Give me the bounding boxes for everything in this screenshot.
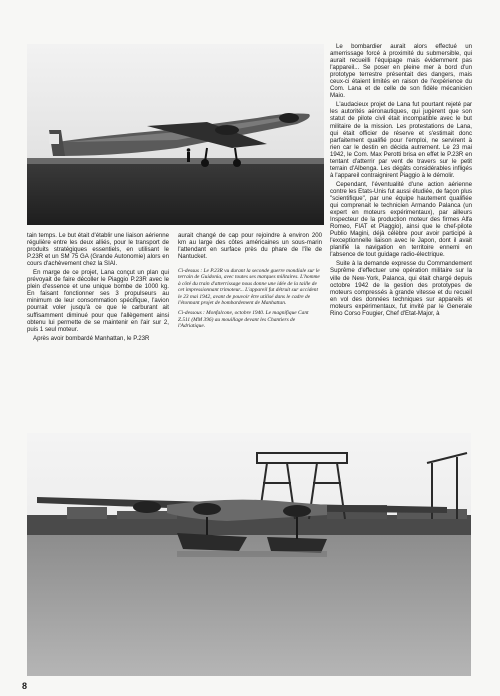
photo-captions xyxy=(178,268,320,334)
p23r-aircraft-illustration xyxy=(27,44,324,225)
paragraph: L'audacieux projet de Lana fut pourtant rejeté par les autorités aéronautiques, qui jugèrent que son statut de pilote civil était incompatible avec le but militaire de la mission. Les protestations de Lana, qui était officier de réserve et s'estimait donc parfaitement qualifié pour l'emploi, ne servirent à rien car le destin en décida autrement. Le 23 mai 1942, le Com. Max Perotti brisa en effet le P.23R en tentant d'atterrir par vent de travers sur le petit terrain d'Albenga. Les dégâts considérables infligés à l'appareil contraignirent Piaggio à le démolir. xyxy=(330,101,472,179)
article-text-middle-column xyxy=(178,232,322,262)
cant-z511-illustration xyxy=(27,433,471,676)
caption-top-photo: Ci-dessus : Le P.23R vu durant la seconde guerre mondiale sur le terrain de Guidonia, avec toutes ses marques militaires. L'homme à côté du train d'atterrissage nous donne une idée de la taille de cet impressionnant trimoteur... L'appareil fut détruit sur accident le 23 mai 1942, avant de pouvoir être utilisé dans le cadre de l'étonnant projet de bombardement de Manhattan. xyxy=(178,268,320,307)
paragraph: tain temps. Le but était d'établir une liaison aérienne régulière entre les deux alliés, pour le transport de produits stratégiques essentiels, en utilisant le P.23R et un SM 75 GA (Grande Autonomie) alors en cours d'achèvement chez la SIAI. xyxy=(27,232,169,268)
paragraph: aurait changé de cap pour rejoindre à environ 200 km au large des côtes américaines un sous-marin l'attendant en surface près du phare de l'île de Nantucket. xyxy=(178,232,322,261)
article-text-left-column xyxy=(27,232,169,344)
page-number: 8 xyxy=(22,681,28,691)
photo-cant-z511-seaplane xyxy=(27,433,471,676)
paragraph: Le bombardier aurait alors effectué un amerrissage forcé à proximité du submersible, qui aurait recueilli l'équipage mais évidemment pas l'appareil... Se poser en pleine mer à bord d'un prototype terrestre présentait des dangers, mais ceux-ci étaient limités en raison de l'expérience du Com. Lana et de celle de son fidèle mécanicien Maio. xyxy=(330,43,472,100)
paragraph: Après avoir bombardé Manhattan, le P.23R xyxy=(33,334,150,342)
paragraph: En marge de ce projet, Lana conçut un plan qui prévoyait de faire décoller le Piaggio P.23R avec le plein d'essence et une unique bombe de 1000 kg. En faisant fonctionner ses 3 propulseurs au minimum de leur consommation spécifique, l'avion pourrait voler jusqu'à ce que le carburant ait suffisamment diminué pour que l'allègement ainsi obtenu lui permette de se maintenir en l'air sur 2, puis 1 seul moteur. xyxy=(27,269,169,333)
paragraph: Cependant, l'éventualité d'une action aérienne contre les Etats-Unis fut aussi étudiée, de façon plus "scientifique", par une équipe hautement qualifiée qui comprenait le technicien Armando Palanca (un expert en moteurs expérimentaux), par ailleurs Inspecteur de la production moteur des firmes Alfa Romeo, FIAT et Piaggio), ainsi que le chef-pilote Publio Magini, déjà célèbre pour avoir participé à l'exceptionnelle liaison avec le Japon, dont il avait planifié la navigation en territoire ennemi en l'absence de tout guidage radio-électrique. xyxy=(330,180,472,259)
photo-p23r-airfield xyxy=(27,44,324,225)
paragraph: Suite à la demande expresse du Commandement Suprême d'effectuer une opération militaire sur la ville de New-York, Palanca, qui était chargé depuis octobre 1942 de la gestion des prototypes de moteurs compressés à grande vitesse et du recueil en vol des données techniques sur appareils et moteurs expérimentaux, fut invité par le Generale Rino Corso Fougier, Chef d'Etat-Major, à xyxy=(330,260,472,317)
caption-bottom-photo: Ci-dessous : Monfalcone, octobre 1940. Le magnifique Cant Z.511 (MM 396) au mouillage devant les Chantiers de l'Adriatique. xyxy=(178,310,309,330)
article-text-right-column xyxy=(330,43,472,319)
